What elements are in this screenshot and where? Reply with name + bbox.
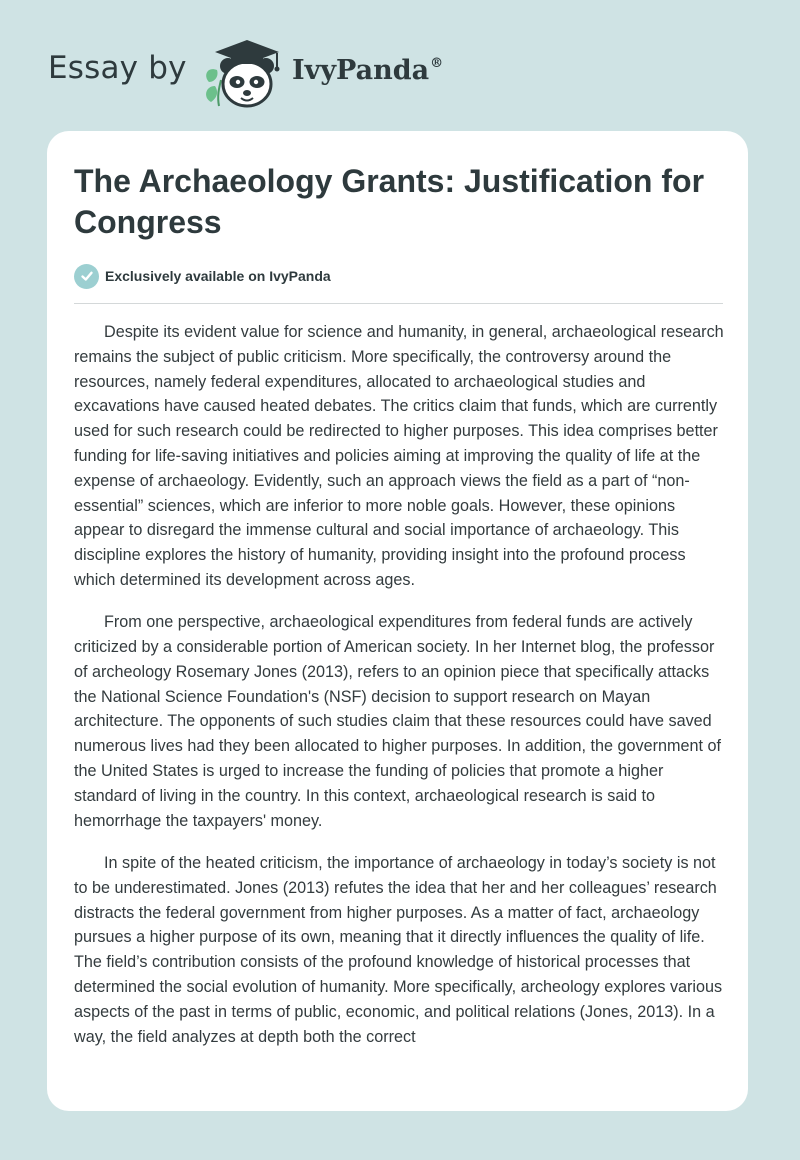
brand-name-text: IvyPanda	[292, 55, 430, 86]
brand-name[interactable]	[292, 55, 443, 86]
title-divider	[74, 303, 723, 304]
essay-by-label: Essay by	[48, 50, 187, 86]
essay-title: The Archaeology Grants: Justification for Congress	[74, 163, 705, 240]
body-paragraph: Despite its evident value for science and humanity, in general, archaeological research remains the subject of public criticism. More specifically, the controversy around the resources, namely federal expenditures, allocated to archaeological studies and excavations have caused heated debates. The critics claim that funds, which are currently used for such research could be redirected to higher purposes. This idea comprises better funding for life-saving initiatives and policies aiming at improving the quality of life at the expense of archaeology. Evidently, such an approach views the field as a part of “non-essential” sciences, which are inferior to more noble goals. However, these opinions appear to disregard the immense cultural and social importance of archaeology. This discipline explores the history of humanity, providing insight into the profound process which determined its development across ages.	[74, 323, 724, 589]
essay-card	[47, 131, 748, 1111]
ivypanda-logo-icon[interactable]	[201, 36, 289, 112]
site-header	[0, 0, 800, 130]
registered-mark: ®	[430, 56, 444, 71]
body-paragraph: From one perspective, archaeological expenditures from federal funds are actively criticized by a considerable portion of American society. In her Internet blog, the professor of archeology Rosemary Jones (2013), refers to an opinion piece that specifically attacks the National Science Foundation's (NSF) decision to support research on Mayan architecture. The opponents of such studies claim that these resources could have saved numerous lives had they been allocated to higher purposes. In addition, the government of the United States is urged to increase the funding of policies that promote a higher standard of living in the country. In this context, archaeological research is said to hemorrhage the taxpayers' money.	[74, 613, 722, 830]
exclusive-badge-label: Exclusively available on IvyPanda	[105, 268, 331, 284]
check-icon	[74, 264, 99, 289]
essay-body	[74, 320, 726, 1067]
body-paragraph: In spite of the heated criticism, the importance of archaeology in today’s society is not to be underestimated. Jones (2013) refutes the idea that her and her colleagues’ research distracts the federal government from higher purposes. As a matter of fact, archaeology pursues a higher purpose of its own, meaning that it directly influences the quality of life. The field’s contribution consists of the profound knowledge of historical processes that determined the social evolution of humanity. More specifically, archeology explores various aspects of the past in terms of public, economic, and political relations (Jones, 2013). In a way, the field analyzes at depth both the correct	[74, 853, 723, 1046]
exclusive-badge	[74, 263, 331, 289]
